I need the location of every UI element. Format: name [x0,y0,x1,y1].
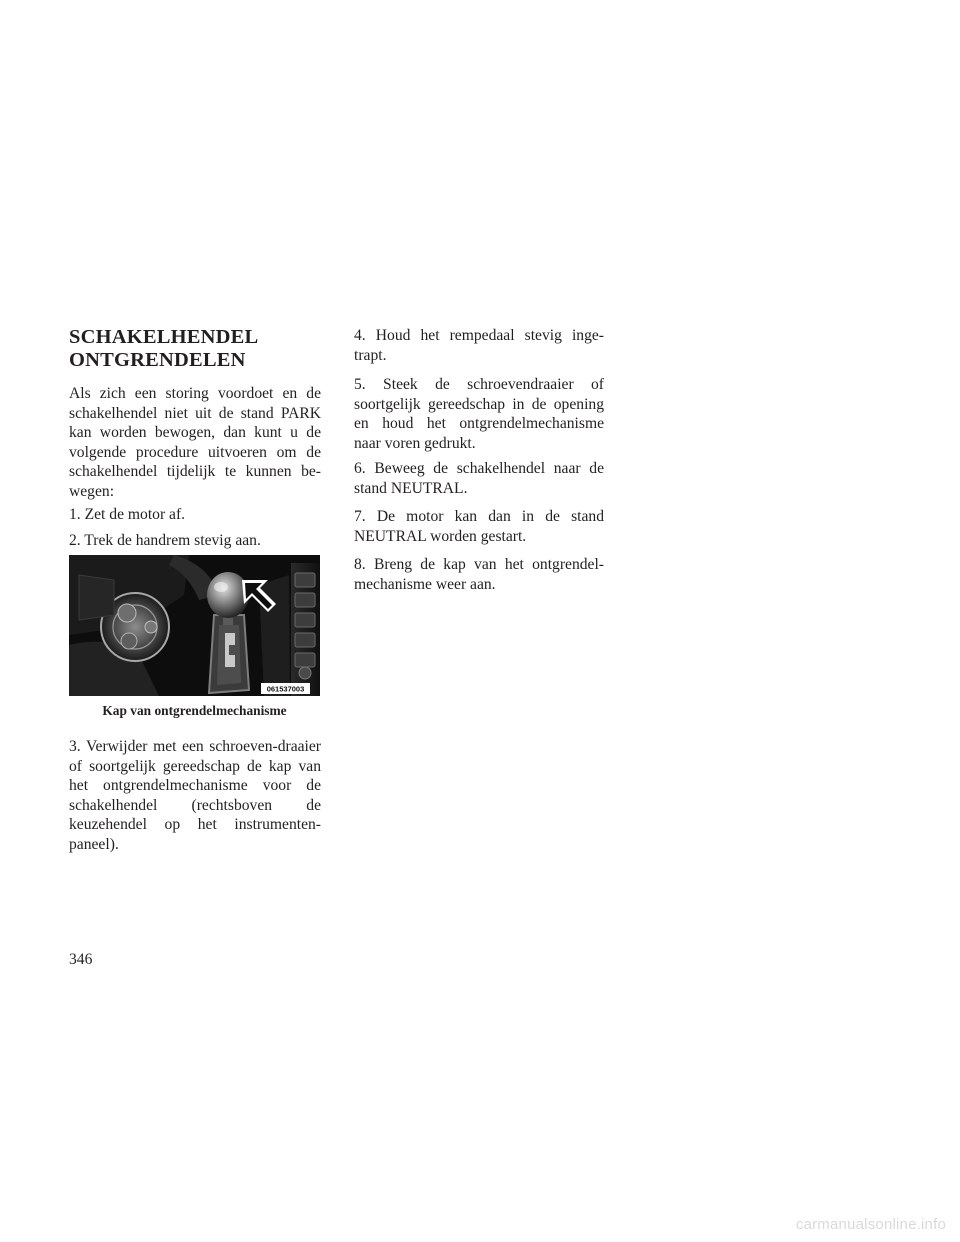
step-3: 3. Verwijder met een schroeven-draaier of soortgelijk gereedschap de kap van het ontgrendelmechanisme voor de schakelhendel (rechtsboven de keuzehendel op het instrumenten-paneel). [69,738,321,853]
step-7: 7. De motor kan dan in de stand NEUTRAL worden gestart. [354,508,604,545]
step-2: 2. Trek de handrem stevig aan. [69,532,261,549]
step-1: 1. Zet de motor af. [69,506,186,523]
step-6: 6. Beweeg de schakelhendel naar de stand NEUTRAL. [354,460,604,497]
section-heading-line2: ONTGRENDELEN [69,349,246,371]
step-5: 5. Steek de schroevendraaier of soortgelijk gereedschap in de opening en houd het ontgrendelmechanisme naar voren gedrukt. [354,376,604,452]
photo-code: 061537003 [266,684,305,694]
page-number: 346 [69,951,93,968]
watermark: carmanualsonline.info [795,1216,946,1233]
intro-paragraph: Als zich een storing voordoet en de schakelhendel niet uit de stand PARK kan worden bewogen, dan kunt u de volgende procedure uitvoeren om de schakelhendel tijdelijk te kunnen be-wegen: [69,385,321,500]
figure-caption: Kap van ontgrendelmechanisme [102,703,287,718]
shifter-photo [69,555,320,696]
section-heading-line1: SCHAKELHENDEL [69,326,259,348]
section-heading [69,326,329,372]
step-8: 8. Breng de kap van het ontgrendel-mechanisme weer aan. [354,556,604,593]
step-4: 4. Houd het rempedaal stevig inge-trapt. [354,327,604,364]
